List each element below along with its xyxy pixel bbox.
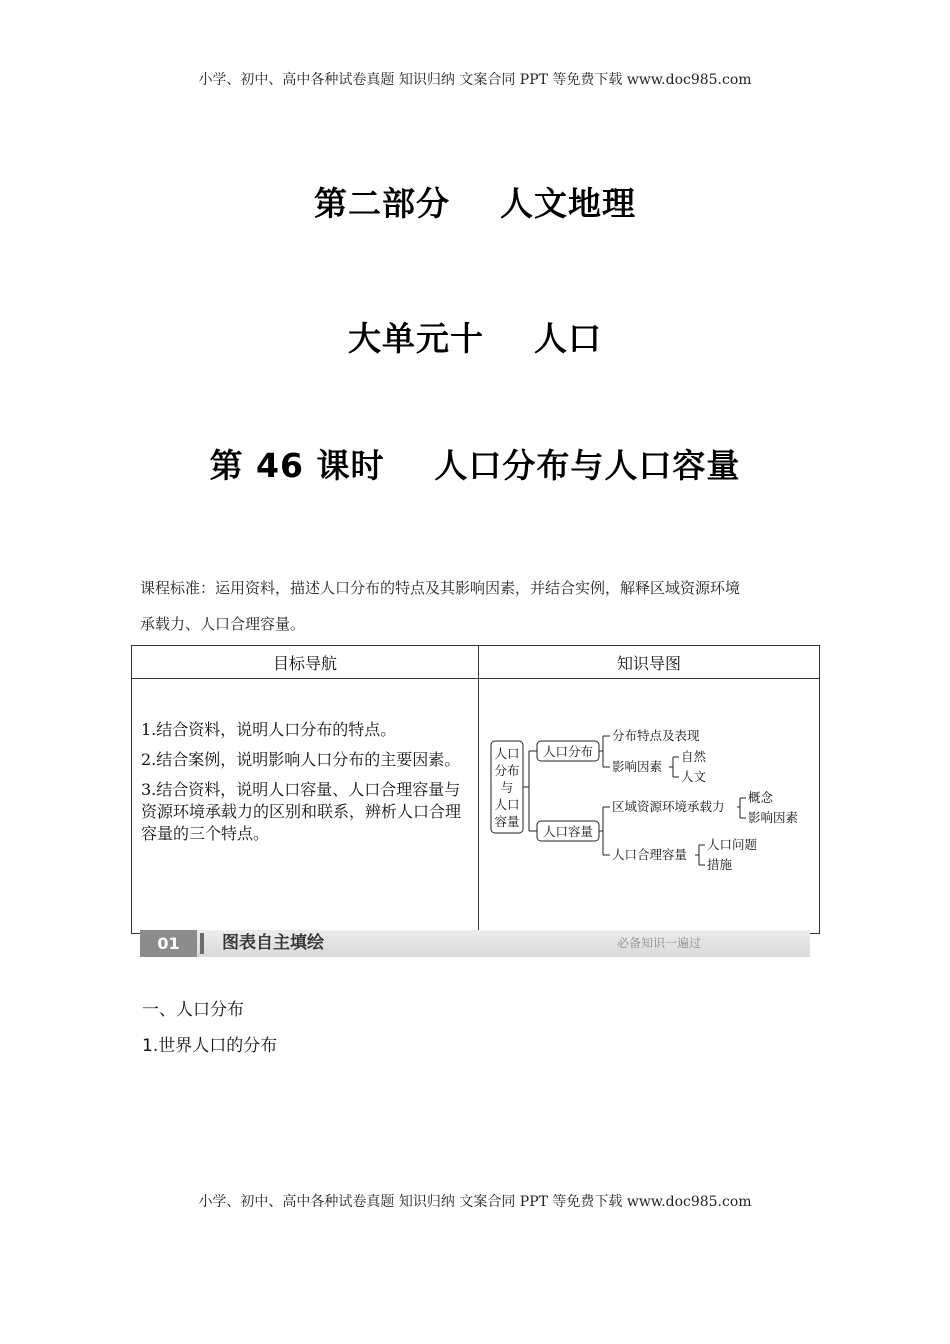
goal-item: 1.结合资料，说明人口分布的特点。: [141, 720, 397, 739]
mindmap-b2-sub2: 措施: [707, 857, 733, 872]
mindmap-b2-sub2: 人口问题: [707, 837, 758, 852]
unit-title: 大单元十 人口: [348, 319, 602, 358]
mindmap-root-line: 人口: [494, 797, 520, 812]
banner-divider: [200, 933, 204, 954]
mindmap-b1-sub: 人文: [681, 769, 707, 784]
page-footer: 小学、初中、高中各种试卷真题 知识归纳 文案合同 PPT 等免费下载 www.doc985.com: [198, 1194, 752, 1210]
section-banner-title: 图表自主填绘: [222, 933, 324, 953]
lesson-title: 第 46 课时 人口分布与人口容量: [209, 446, 741, 485]
goals-header: 目标导航: [132, 646, 479, 679]
mindmap-root-line: 人口: [494, 746, 520, 761]
goals-cell: [132, 679, 479, 934]
page-header: 小学、初中、高中各种试卷真题 知识归纳 文案合同 PPT 等免费下载 www.doc985.com: [198, 72, 752, 88]
mindmap-b1-item: 分布特点及表现: [612, 728, 700, 743]
goal-item: 3.结合资料，说明人口容量、人口合理容量与资源环境承载力的区别和联系，辨析人口合理容量的三个特点。: [141, 780, 462, 843]
mindmap-header: 知识导图: [479, 646, 820, 679]
curriculum-standard-line2: 承载力、人口合理容量。: [140, 615, 306, 633]
mindmap-cell: [479, 679, 820, 934]
section-banner-subtitle: 必备知识一遍过: [617, 936, 702, 950]
mindmap-branch2: 人口容量: [542, 824, 594, 839]
mindmap-b2-sub1: 概念: [748, 790, 774, 805]
subsection-heading: 1.世界人口的分布: [142, 1036, 278, 1056]
mindmap-b2-item: 区域资源环境承载力: [612, 799, 725, 814]
mindmap-branch1: 人口分布: [542, 744, 594, 759]
mindmap-b1-sub: 自然: [681, 749, 707, 764]
section-number: 01: [140, 930, 197, 957]
mindmap-b1-item: 影响因素: [612, 759, 663, 774]
mindmap-root-line: 分布: [494, 763, 520, 778]
section-banner: [140, 930, 810, 957]
part-title: 第二部分 人文地理: [314, 184, 636, 223]
goal-item: 2.结合案例，说明影响人口分布的主要因素。: [141, 750, 461, 769]
section-heading: 一、人口分布: [142, 1000, 244, 1020]
curriculum-standard-line1: 课程标准：运用资料，描述人口分布的特点及其影响因素，并结合实例，解释区域资源环境: [140, 579, 741, 597]
mindmap-b2-sub1: 影响因素: [748, 810, 799, 825]
mindmap-b2-item: 人口合理容量: [612, 847, 688, 862]
mindmap-root-line: 容量: [494, 814, 520, 829]
mindmap-root-line: 与: [500, 780, 514, 795]
goals-mindmap-table: [131, 645, 820, 934]
knowledge-mindmap: [479, 679, 820, 929]
